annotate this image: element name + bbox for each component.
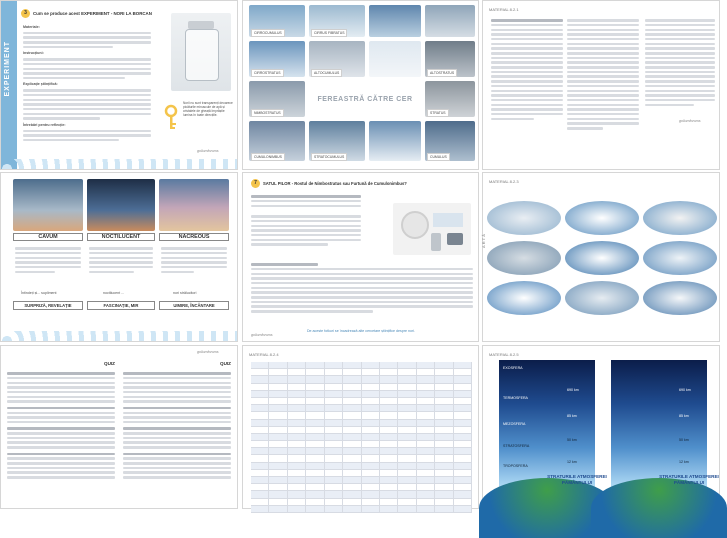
- page-rare-clouds: [0, 172, 238, 342]
- height-label: 85 km: [567, 414, 577, 418]
- earth-icon: [591, 478, 727, 538]
- cloud-sub: noctilucent ...: [103, 291, 125, 295]
- cloud-label: ALTOCUMULUS: [311, 69, 342, 77]
- cloud-sub: Întindeți și... supliment: [21, 291, 57, 295]
- note-text: De aceste fotkuri se încadrează alte cercetare științifice despre nori.: [306, 329, 416, 333]
- page-cloud-art: [482, 172, 720, 342]
- cloud-oval: [643, 281, 717, 315]
- cloud-oval: [487, 241, 561, 275]
- quiz-col-left: [7, 352, 115, 481]
- page-observation-table: [242, 345, 479, 509]
- wave-border: [1, 159, 237, 169]
- page-title: Cum se produce acest EXPERIMENT - NORI LA BORCAN: [33, 10, 152, 16]
- page-number-badge: 7: [251, 179, 260, 188]
- material-tag: MATERIAL 8.2.3: [489, 179, 519, 184]
- quiz-label: QUIZ: [220, 361, 231, 366]
- page-pilot-village: [242, 172, 479, 342]
- cloud-label: NIMBOSTRATUS: [251, 109, 284, 117]
- section-heading: Explicație științifică:: [23, 82, 58, 87]
- cloud-photo: [369, 5, 421, 37]
- height-label: 50 km: [679, 438, 689, 442]
- cloud-sub: nori strălucitori: [173, 291, 197, 295]
- page-title: SATUL PILOR - Rostul de Nimbostratus sau Furtună de Cumulonimbus?: [263, 180, 407, 186]
- materials-photo: [393, 203, 471, 255]
- footer-mark: gollumforums: [679, 119, 701, 123]
- section-heading: Instrucțiuni:: [23, 51, 44, 56]
- cloud-label: ALTOSTRATUS: [427, 69, 457, 77]
- page-window-to-sky: [242, 0, 479, 170]
- observation-grid: [251, 362, 472, 513]
- quiz-col-right: [123, 352, 231, 481]
- layer-label: TERMOSFERA: [503, 396, 528, 400]
- section-heading: Materiale:: [23, 25, 40, 29]
- quiz-label: QUIZ: [104, 361, 115, 366]
- cloud-photo: [425, 5, 475, 37]
- cloud-oval: [643, 201, 717, 235]
- footer-mark: gollumforums: [197, 350, 219, 354]
- material-tag: MATERIAL 8.2.1: [489, 7, 519, 12]
- cloud-title: NOCTILUCENT: [87, 233, 155, 241]
- height-label: 85 km: [679, 414, 689, 418]
- cloud-label: STRATOCUMULUS: [311, 153, 347, 161]
- side-label: ARTĂ: [481, 233, 486, 249]
- page-quiz: [0, 345, 238, 509]
- layer-label: TROPOSFERA: [503, 464, 528, 468]
- wave-border: [1, 331, 237, 341]
- key-note: Norii nu sunt transparenți deoarece picăturile minuscule de apă și cristalele de gheață împrăștie lumina în toate direcțiile.: [183, 101, 233, 117]
- cloud-oval: [487, 281, 561, 315]
- cloud-title: CAVUM: [13, 233, 83, 241]
- jar-photo: [171, 13, 231, 91]
- cloud-photo: [159, 179, 229, 231]
- page-atmosphere-layers: [482, 345, 720, 509]
- layer-label: MEZOSFERA: [503, 422, 526, 426]
- height-label: 12 km: [567, 460, 577, 464]
- height-label: 690 km: [567, 388, 579, 392]
- emotion-answer: UIMIRE, ÎNCÂNTARE: [159, 301, 229, 310]
- height-label: 12 km: [679, 460, 689, 464]
- cloud-photo: [13, 179, 83, 231]
- cloud-oval: [643, 241, 717, 275]
- footer-mark: gollumforums: [197, 149, 219, 153]
- material-tag: MATERIAL 8.2.4: [249, 352, 279, 357]
- layer-label: EXOSFERA: [503, 366, 523, 370]
- cloud-oval: [565, 281, 639, 315]
- material-tag: MATERIAL 8.2.5: [489, 352, 519, 357]
- cloud-label: CUMULUS: [427, 153, 450, 161]
- center-frame: [309, 81, 421, 117]
- cloud-label: CIRRUS FIBRATUS: [311, 29, 347, 37]
- cloud-photo: [369, 41, 421, 77]
- page-number-badge: 3: [21, 9, 30, 18]
- key-icon: [161, 105, 181, 136]
- cloud-title: NACREOUS: [159, 233, 229, 241]
- note-box: [291, 319, 431, 337]
- footer-mark: gollumforums: [251, 333, 273, 337]
- emotion-answer: SURPRIZĂ, REVELAȚIE: [13, 301, 83, 310]
- cloud-oval: [565, 241, 639, 275]
- emotion-answer: FASCINAȚIE, MIR: [87, 301, 155, 310]
- cloud-oval: [487, 201, 561, 235]
- cloud-label: CUMULONIMBUS: [251, 153, 285, 161]
- height-label: 690 km: [679, 388, 691, 392]
- height-label: 50 km: [567, 438, 577, 442]
- center-title: FEREASTRĂ CĂTRE CER: [317, 95, 413, 103]
- cloud-label: CIRROCUMULUS: [251, 29, 285, 37]
- cloud-label: STRATUS: [427, 109, 449, 117]
- cloud-oval: [565, 201, 639, 235]
- cloud-photo: [87, 179, 155, 231]
- cloud-label: CIRROSTRATUS: [251, 69, 284, 77]
- section-heading: Întrebări pentru reflecție:: [23, 122, 66, 127]
- side-label: EXPERIMENT: [4, 41, 11, 97]
- diagram-caption: STRATURILE ATMOSFEREI PĂMÂNTULUI: [659, 474, 719, 485]
- page-experiment: [0, 0, 238, 170]
- layer-label: STRATOSFERA: [503, 444, 530, 448]
- cloud-photo: [369, 121, 421, 161]
- page-text-material: [482, 0, 720, 170]
- diagram-caption: STRATURILE ATMOSFEREI PĂMÂNTULUI: [547, 474, 607, 485]
